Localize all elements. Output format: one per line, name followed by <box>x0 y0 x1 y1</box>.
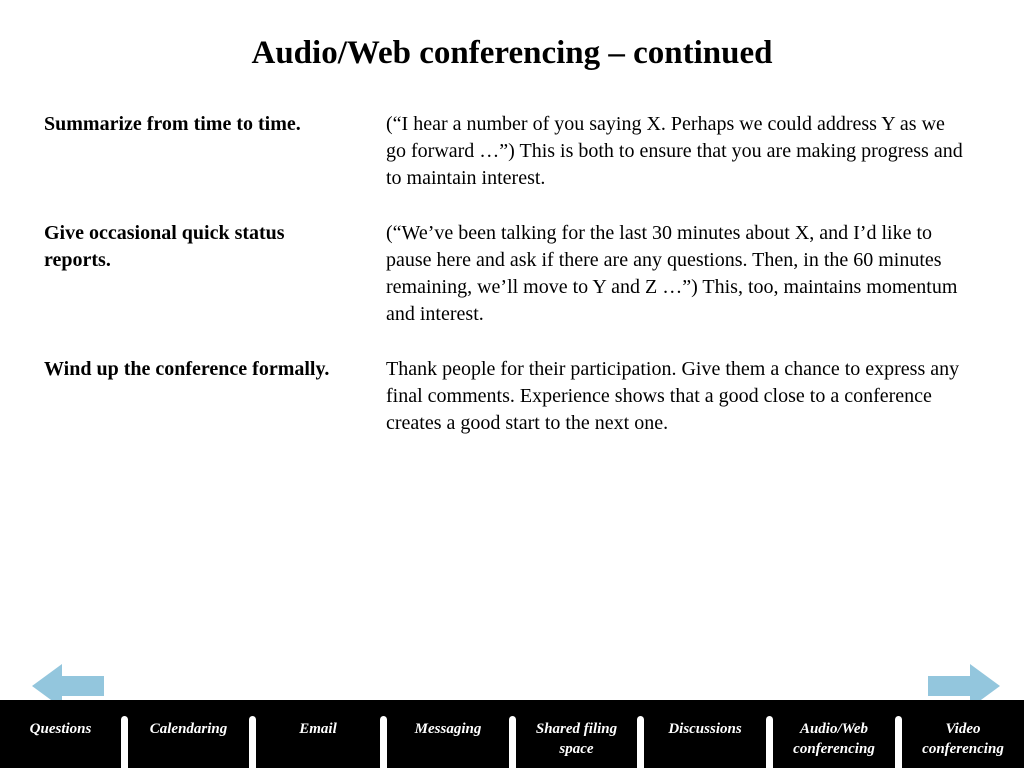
tab-audio-web-conferencing[interactable] <box>773 716 895 768</box>
row-term: Give occasional quick status reports. <box>44 222 285 271</box>
tab-discussions[interactable] <box>644 716 766 768</box>
slide-title: Audio/Web conferencing – continued <box>251 35 773 71</box>
tab-calendaring[interactable] <box>128 716 249 768</box>
row-description: (“I hear a number of you saying X. Perhaps we could address Y as we go forward …”) This is both to ensure that you are making progress and to maintain interest. <box>386 113 963 189</box>
row-term: Wind up the conference formally. <box>44 358 330 380</box>
tab-questions[interactable] <box>0 716 121 768</box>
tab-divider <box>766 716 773 768</box>
tab-label: Messaging <box>414 721 482 737</box>
row-description: Thank people for their participation. Give them a chance to express any final comments. Experience shows that a good close to a conference creates a good start to the next one. <box>386 358 960 434</box>
tab-label: Email <box>299 721 337 737</box>
tab-messaging[interactable] <box>387 716 509 768</box>
tab-label: Video conferencing <box>922 721 1004 757</box>
tab-divider <box>895 716 902 768</box>
tab-label: Shared filing space <box>535 721 618 757</box>
row-term: Summarize from time to time. <box>44 113 301 135</box>
tab-email[interactable] <box>256 716 380 768</box>
tab-divider <box>249 716 256 768</box>
tab-divider <box>637 716 644 768</box>
row-description: (“We’ve been talking for the last 30 minutes about X, and I’d like to pause here and ask if there are any questions. Then, in the 60 minutes remaining, we’ll move to Y and Z …”) This, too, maintains momentum and interest. <box>386 222 958 325</box>
tab-shared-filing-space[interactable] <box>516 716 637 768</box>
tab-divider <box>380 716 387 768</box>
tab-label: Calendaring <box>149 721 228 737</box>
tab-video-conferencing[interactable] <box>902 716 1024 768</box>
tab-divider <box>509 716 516 768</box>
tab-label: Audio/Web conferencing <box>793 721 875 757</box>
tab-label: Questions <box>29 721 92 737</box>
tab-label: Discussions <box>668 721 742 737</box>
tab-divider <box>121 716 128 768</box>
